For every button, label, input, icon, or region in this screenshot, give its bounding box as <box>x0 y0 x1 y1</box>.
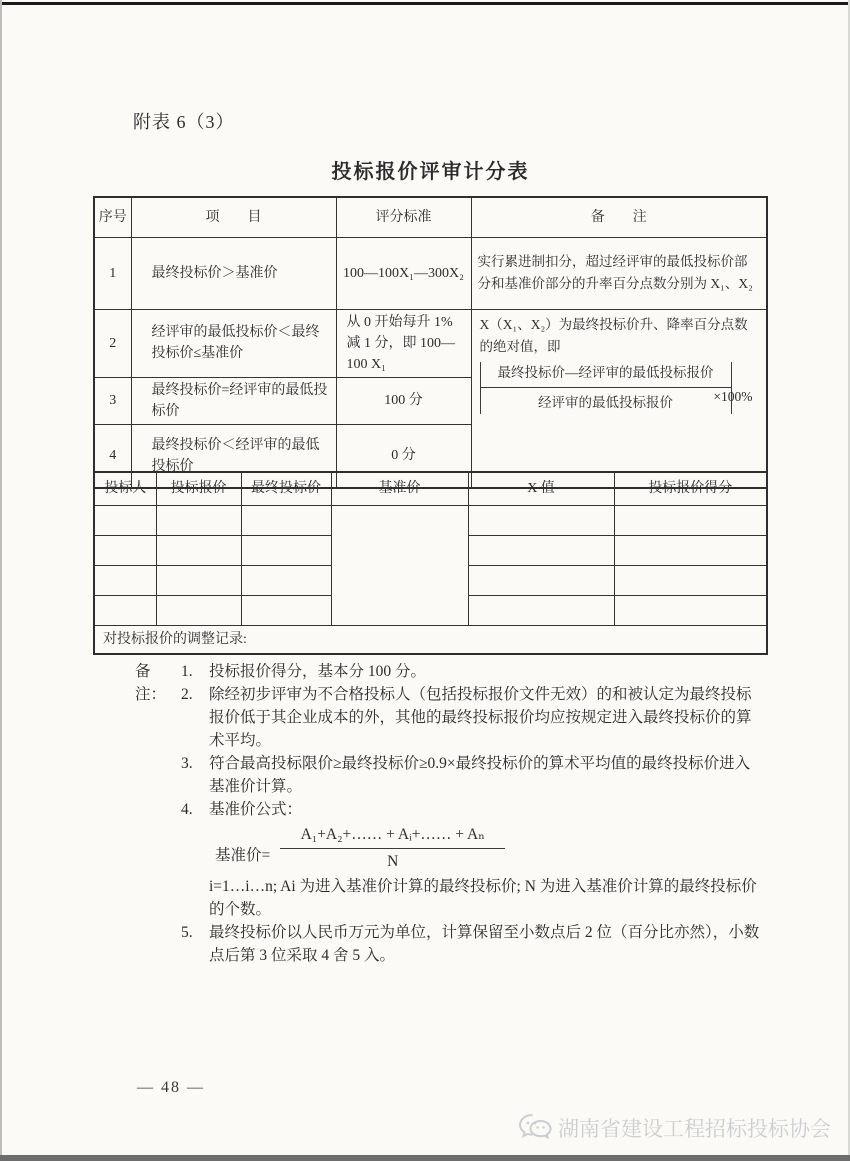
footnotes-list <box>181 660 765 967</box>
bid-price-cell <box>156 505 241 535</box>
footnote-item <box>181 683 765 752</box>
x-formula-denominator: 经评审的最低投标报价 <box>538 394 673 410</box>
formula-fraction <box>280 823 505 873</box>
final-price-cell <box>241 565 331 595</box>
bidder-cell <box>94 505 156 535</box>
footnote-number: 5. <box>181 924 193 941</box>
footnote-item <box>181 752 765 798</box>
col-header-final-price: 最终投标价 <box>241 472 331 505</box>
col-header-bidder: 投标人 <box>94 472 156 505</box>
footnote-item <box>181 660 765 683</box>
row-criteria: 0 分 <box>336 424 471 488</box>
col-header-x-value: X 值 <box>468 472 614 505</box>
row-no: 1 <box>94 237 131 309</box>
col-header-base-price: 基准价 <box>331 472 468 505</box>
score-cell <box>614 505 767 535</box>
x-value-cell <box>468 535 614 565</box>
footnote-number: 1. <box>181 663 193 680</box>
scan-edge-bottom <box>0 1155 850 1161</box>
score-cell <box>614 595 767 625</box>
adjustment-record-label: 对投标报价的调整记录: <box>94 625 767 654</box>
score-cell <box>614 565 767 595</box>
formula-numerator: A₁+A₂+…… + Aᵢ+…… + Aₙ <box>280 823 505 849</box>
row-no: 3 <box>94 377 131 424</box>
table-row <box>94 237 767 309</box>
x-formula <box>480 362 753 414</box>
col-header-bid-price: 投标报价 <box>156 472 241 505</box>
annex-label: 附表 6（3） <box>133 112 235 132</box>
merged-note-cell <box>471 309 767 488</box>
base-price-formula <box>215 823 765 873</box>
footnotes-label: 备注： <box>135 663 167 703</box>
footnote-text: 最终投标价以人民币万元为单位，计算保留至小数点后 2 位（百分比亦然），小数点后第 3 位采取 4 舍 5 入。 <box>209 924 760 964</box>
row-criteria: 100 分 <box>336 377 471 424</box>
footnote-text: 符合最高投标限价≥最终投标价≥0.9×最终投标价的算术平均值的最终投标价进入基准价计算。 <box>209 755 751 795</box>
bidder-cell <box>94 535 156 565</box>
footnote-item <box>181 798 765 921</box>
x-formula-fraction <box>480 362 732 414</box>
scan-edge-top <box>0 2 850 5</box>
score-cell <box>614 535 767 565</box>
bid-price-cell <box>156 595 241 625</box>
row-no: 2 <box>94 309 131 377</box>
row-item: 最终投标价＜经评审的最低投标价 <box>131 424 336 488</box>
footnote-number: 4. <box>181 801 193 818</box>
row-item: 最终投标价＞基准价 <box>131 237 336 309</box>
footnotes <box>135 660 769 967</box>
formula-denominator: N <box>387 853 399 870</box>
page-number: — 48 — <box>137 1079 205 1096</box>
adjustment-record-row <box>94 625 767 654</box>
bid-row <box>94 505 767 535</box>
base-price-merged-cell <box>331 505 468 625</box>
col-header-score: 投标报价得分 <box>614 472 767 505</box>
formula-lhs: 基准价= <box>215 846 271 864</box>
footnote-item <box>181 921 765 967</box>
association-watermark <box>518 1108 848 1148</box>
col-header-criteria: 评分标准 <box>336 197 471 237</box>
footnote-text: 投标报价得分，基本分 100 分。 <box>209 663 427 680</box>
row-note: 实行累进制扣分，超过经评审的最低投标价部分和基准价部分的升率百分点数分别为 X₁、X₂ <box>471 237 767 309</box>
wechat-icon <box>518 1112 554 1148</box>
x-value-cell <box>468 595 614 625</box>
footnote-number: 3. <box>181 755 193 772</box>
base-price-formula-label: 基准价公式： <box>209 801 303 818</box>
x-value-cell <box>468 505 614 535</box>
bid-entry-table <box>93 471 768 655</box>
col-header-item: 项 目 <box>131 197 336 237</box>
final-price-cell <box>241 535 331 565</box>
bid-price-cell <box>156 565 241 595</box>
row-item: 经评审的最低投标价＜最终投标价≤基准价 <box>131 309 336 377</box>
row-criteria: 100—100X₁—300X₂ <box>336 237 471 309</box>
x-formula-numerator: 最终投标价—经评审的最低投标报价 <box>481 362 731 388</box>
table-header-row <box>94 197 767 237</box>
merged-note-text: X（X₁、X₂）为最终投标价升、降率百分点数的绝对值，即 <box>479 316 748 354</box>
bid-header-row <box>94 472 767 505</box>
col-header-note: 备 注 <box>471 197 767 237</box>
x-value-cell <box>468 565 614 595</box>
footnote-text: 除经初步评审为不合格投标人（包括投标报价文件无效）的和被认定为最终投标报价低于其企业成本的外，其他的最终投标报价均应按规定进入最终投标价的算术平均。 <box>209 686 752 749</box>
final-price-cell <box>241 595 331 625</box>
row-criteria: 从 0 开始每升 1%减 1 分，即 100—100 X₁ <box>336 309 471 377</box>
x-formula-multiplier: ×100% <box>713 388 753 404</box>
final-price-cell <box>241 505 331 535</box>
footnote-text <box>209 798 765 921</box>
footnote-number: 2. <box>181 686 193 703</box>
row-item: 最终投标价=经评审的最低投标价 <box>131 377 336 424</box>
page-title: 投标报价评审计分表 <box>331 161 530 183</box>
row-no: 4 <box>94 424 131 488</box>
bid-price-cell <box>156 535 241 565</box>
scan-edge-left <box>0 0 2 1161</box>
formula-explanation: i=1…i…n; Ai 为进入基准价计算的最终投标价; N 为进入基准价计算的最终投标价的个数。 <box>209 878 757 918</box>
scoring-criteria-table <box>93 196 768 489</box>
bidder-cell <box>94 595 156 625</box>
bidder-cell <box>94 565 156 595</box>
table-row <box>94 309 767 377</box>
col-header-no: 序号 <box>94 197 131 237</box>
watermark-text: 湖南省建设工程招标投标协会 <box>558 1118 831 1141</box>
